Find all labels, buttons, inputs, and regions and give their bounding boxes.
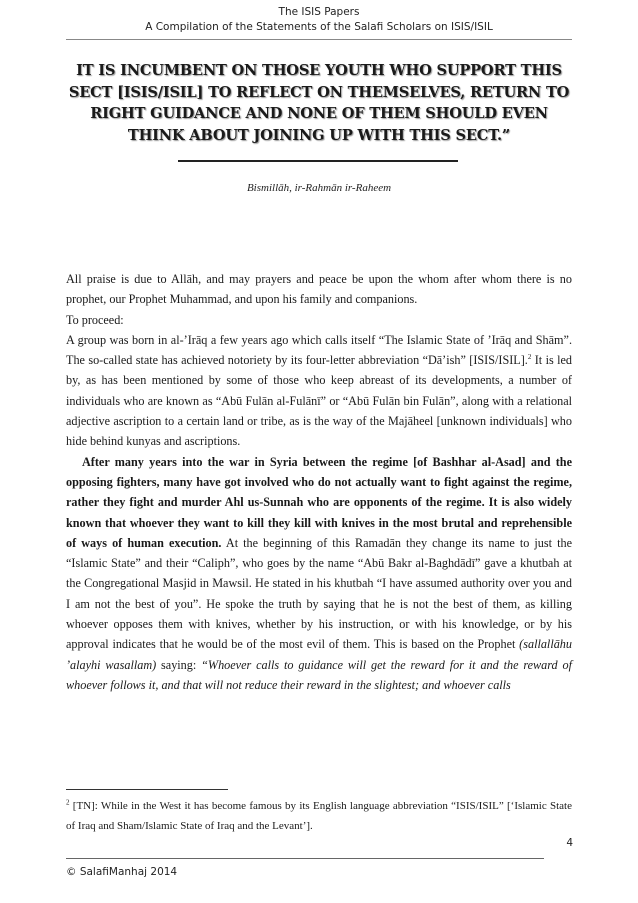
bismillah: Bismillāh, ir-Rahmān ir-Raheem <box>246 182 392 194</box>
title-underline <box>178 160 458 162</box>
paragraph-3 <box>66 330 572 452</box>
paragraph-4 <box>66 452 572 696</box>
article-title: IT IS INCUMBENT ON THOSE YOUTH WHO SUPPORT THIS SECT [ISIS/ISIL] TO REFLECT ON THEMSELVES, RETURN TO RIGHT GUIDANCE AND NONE OF THEM SHOULD EVEN THINK ABOUT JOINING UP WITH THIS SECT.” <box>68 62 570 144</box>
paragraph-4-saying: saying: <box>156 657 202 672</box>
footnote-number: 2 <box>66 798 70 807</box>
running-header-title: The ISIS Papers <box>278 6 360 18</box>
footer-copyright: © SalafiManhaj 2014 <box>66 866 178 878</box>
salawat: (sallallāhu ’alayhi wasallam) <box>66 637 572 672</box>
footnote-reference[interactable]: 2 <box>527 353 532 362</box>
paragraph-1: All praise is due to Allāh, and may prayers and peace be upon the whom after whom there is no prophet, our Prophet Muhammad, and upon his family and companions. <box>66 272 572 307</box>
page-number: 4 <box>566 837 573 849</box>
paragraph-4-bold: After many years into the war in Syria between the regime [of Bashhar al-Asad] and the opposing fighters, many have got involved who do not actually want to fight against the regime, rather they fight and murder Ahl us-Sunnah who are opponents of the regime. It is also widely known that whoever they want to kill they kill with knives in the most brutal and reprehensible of ways of human execution. <box>66 454 572 550</box>
header-divider <box>66 39 572 40</box>
paragraph-4-text: At the beginning of this Ramadān they change its name to just the “Islamic State” and their “Caliph”, who goes by the name “Abū Bakr al-Baghdādī” gave a khutbah at the Congregational Masjid in Mawsil. He stated in his khutbah “I have assumed authority over you and I am not the best of you”. He spoke the truth by saying that he is not the best of them, as killing whoever opposes them with knives, whether by his instruction, or with his knowledge, or by his approval indicates that he would be of the most evil of them. This is based on the Prophet <box>66 535 572 652</box>
running-header-subtitle: A Compilation of the Statements of the Salafi Scholars on ISIS/ISIL <box>145 21 493 33</box>
paragraph-3-part-b: It is led by, as has been mentioned by some of those who keep abreast of its developments, a number of individuals who are known as “Abū Fulān al-Fulānī” or “Abū Fulān bin Fulān”, along with a relational adjective ascription to a certain land or tribe, as is the way of the Majāheel [unknown individuals] who hide behind kunyas and ascriptions. <box>66 353 572 449</box>
body-text <box>66 269 572 695</box>
hadith-quote: “Whoever calls to guidance will get the reward for it and the reward of whoever follows it, and that will not reduce their reward in the slightest; and whoever calls <box>66 657 572 692</box>
footnote <box>66 796 572 836</box>
paragraph-3-part-a: A group was born in al-’Irāq a few years ago which calls itself “The Islamic State of ’Irāq and Shām”. The so-called state has achieved notoriety by its four-letter abbreviation “Dā’ish” [ISIS/ISIL]. <box>66 332 572 368</box>
footer-divider <box>66 858 544 859</box>
footnote-text: [TN]: While in the West it has become famous by its English language abbreviation “ISIS/ISIL” [‘Islamic State of Iraq and Sham/Islamic State of Iraq and the Levant’]. <box>66 800 572 832</box>
paragraph-2: To proceed: <box>66 312 124 327</box>
footnote-divider <box>66 789 228 790</box>
